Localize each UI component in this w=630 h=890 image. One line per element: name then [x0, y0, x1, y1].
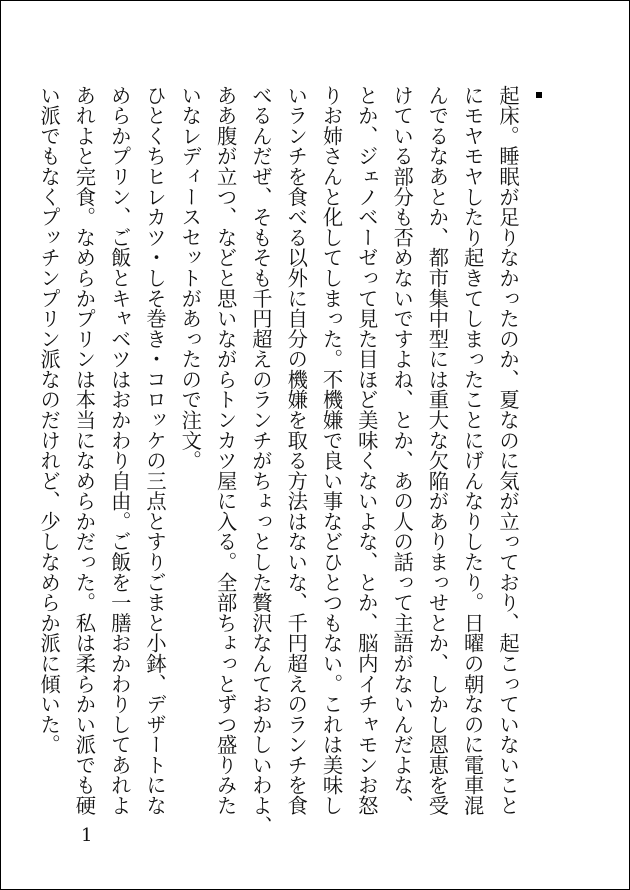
text-line: りお姉さんと化してしまった。不機嫌で良い事などひとつもない。これは美味し: [319, 85, 344, 816]
text-line: にモヤモヤしたり起きてしまったことにげんなりしたり。日曜の朝なのに電車混: [460, 85, 485, 816]
text-line: とか、ジェノベーゼって見た目ほど美味くないよな、とか、脳内イチャモンお怒: [354, 85, 379, 816]
text-line: いなレディースセットがあったので注文。: [178, 85, 203, 471]
text-line: めらかプリン、ご飯とキャベツはおかわり自由。ご飯を一膳おかわりしてあれよ: [107, 85, 132, 816]
text-line: けている部分も否めないですよね、とか、あの人の話って主語がないんだよな、: [390, 85, 415, 816]
text-line: んでるなあとか、都市集中型には重大な欠陥がありまっせとか、しかし恩恵を受: [425, 85, 450, 816]
text-line: べるんだぜ、そもそも千円超えのランチがちょっとした贅沢なんておかしいわよ、: [248, 85, 273, 836]
vertical-body-text: [37, 85, 525, 836]
text-line: あれよと完食。なめらかプリンは本当になめらかだった。私は柔らかい派でも硬: [72, 85, 97, 816]
text-line: いランチを食べる以外に自分の機嫌を取る方法はないな、千円超えのランチを食: [284, 85, 309, 816]
page-number: 1: [81, 825, 93, 846]
text-line: い派でもなくプッチンプリン派なのだけれど、少しなめらか派に傾いた。: [37, 85, 62, 755]
section-bullet-icon: [536, 92, 542, 98]
text-line: 起床。睡眠が足りなかったのか、夏なのに気が立っており、起こっていないこと: [496, 85, 520, 816]
text-line: ひとくちヒレカツ・しそ巻き・コロッケの三点とすりごまと小鉢、デザートにな: [143, 85, 168, 816]
text-line: ああ腹が立つ、などと思いながらトンカツ屋に入る。全部ちょっとずつ盛りみた: [213, 85, 238, 816]
